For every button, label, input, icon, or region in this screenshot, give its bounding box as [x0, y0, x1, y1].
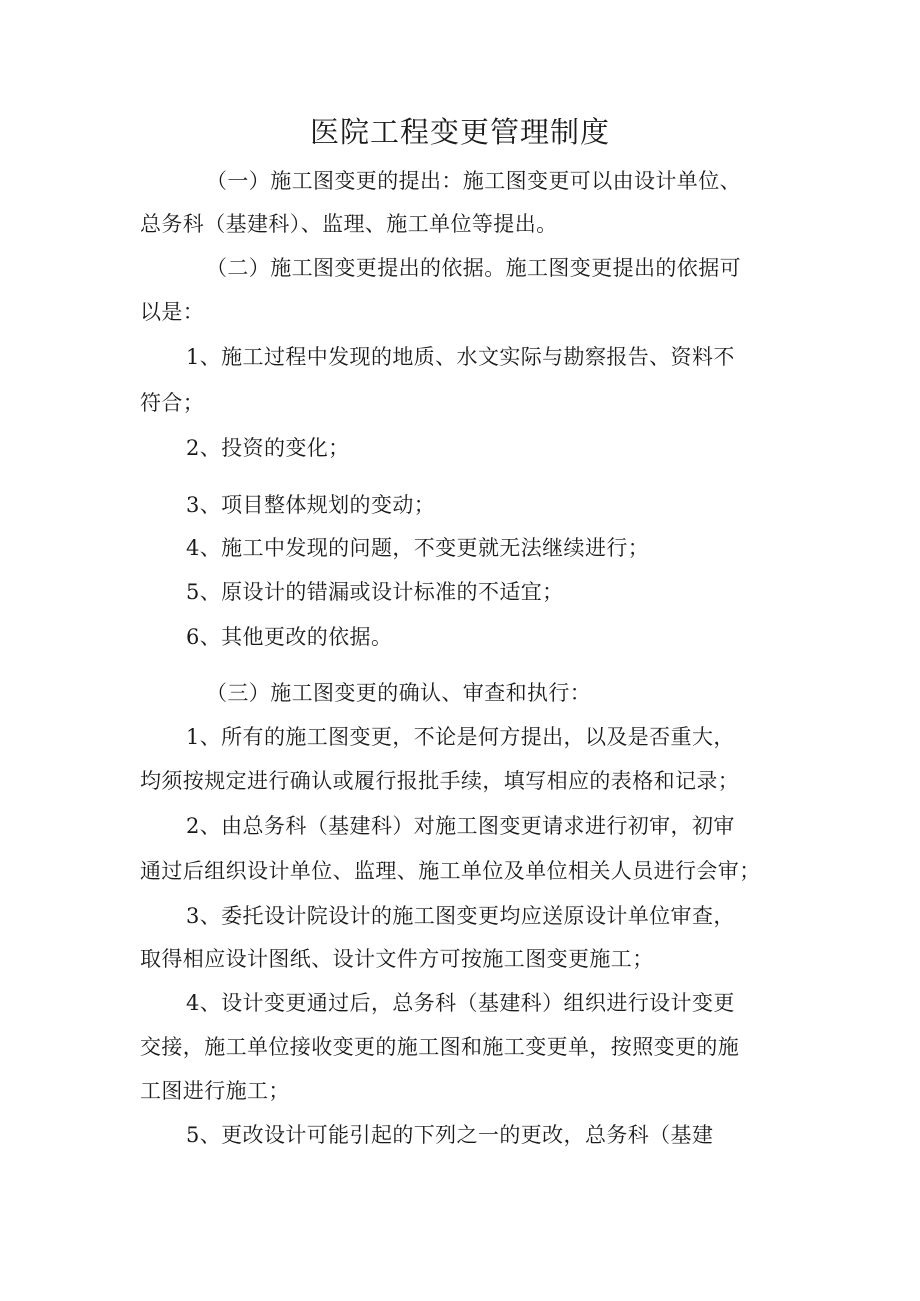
text-line: 通过后组织设计单位、监理、施工单位及单位相关人员进行会审； [140, 859, 761, 883]
text-line: 4、设计变更通过后，总务科（基建科）组织进行设计变更 [186, 991, 735, 1015]
text-line: 2、由总务科（基建科）对施工图变更请求进行初审，初审 [186, 814, 735, 838]
text-line: 1、所有的施工图变更，不论是何方提出，以及是否重大， [186, 725, 735, 749]
text-line: 以是： [140, 300, 205, 324]
text-line: （三）施工图变更的确认、审查和执行： [206, 681, 592, 705]
text-line: 5、原设计的错漏或设计标准的不适宜； [186, 580, 564, 604]
text-line: （一）施工图变更的提出：施工图变更可以由设计单位、 [206, 169, 741, 193]
text-line: 工图进行施工； [140, 1079, 290, 1103]
text-line: 3、委托设计院设计的施工图变更均应送原设计单位审查， [186, 904, 735, 928]
text-line: 取得相应设计图纸、设计文件方可按施工图变更施工； [140, 947, 654, 971]
document-title: 医院工程变更管理制度 [309, 115, 610, 149]
text-line: 4、施工中发现的问题，不变更就无法继续进行； [186, 536, 650, 560]
text-line: 交接，施工单位接收变更的施工图和施工变更单，按照变更的施 [140, 1035, 740, 1059]
text-line: 总务科（基建科）、监理、施工单位等提出。 [140, 212, 558, 236]
text-line: 6、其他更改的依据。 [186, 625, 393, 649]
text-line: （二）施工图变更提出的依据。施工图变更提出的依据可 [206, 256, 741, 280]
text-line: 均须按规定进行确认或履行报批手续，填写相应的表格和记录； [140, 769, 740, 793]
text-line: 2、投资的变化； [186, 436, 350, 460]
text-line: 1、施工过程中发现的地质、水文实际与勘察报告、资料不 [186, 345, 735, 369]
text-line: 3、项目整体规划的变动； [186, 493, 436, 517]
text-line: 符合； [140, 391, 205, 415]
text-line: 5、更改设计可能引起的下列之一的更改，总务科（基建 [186, 1123, 714, 1147]
